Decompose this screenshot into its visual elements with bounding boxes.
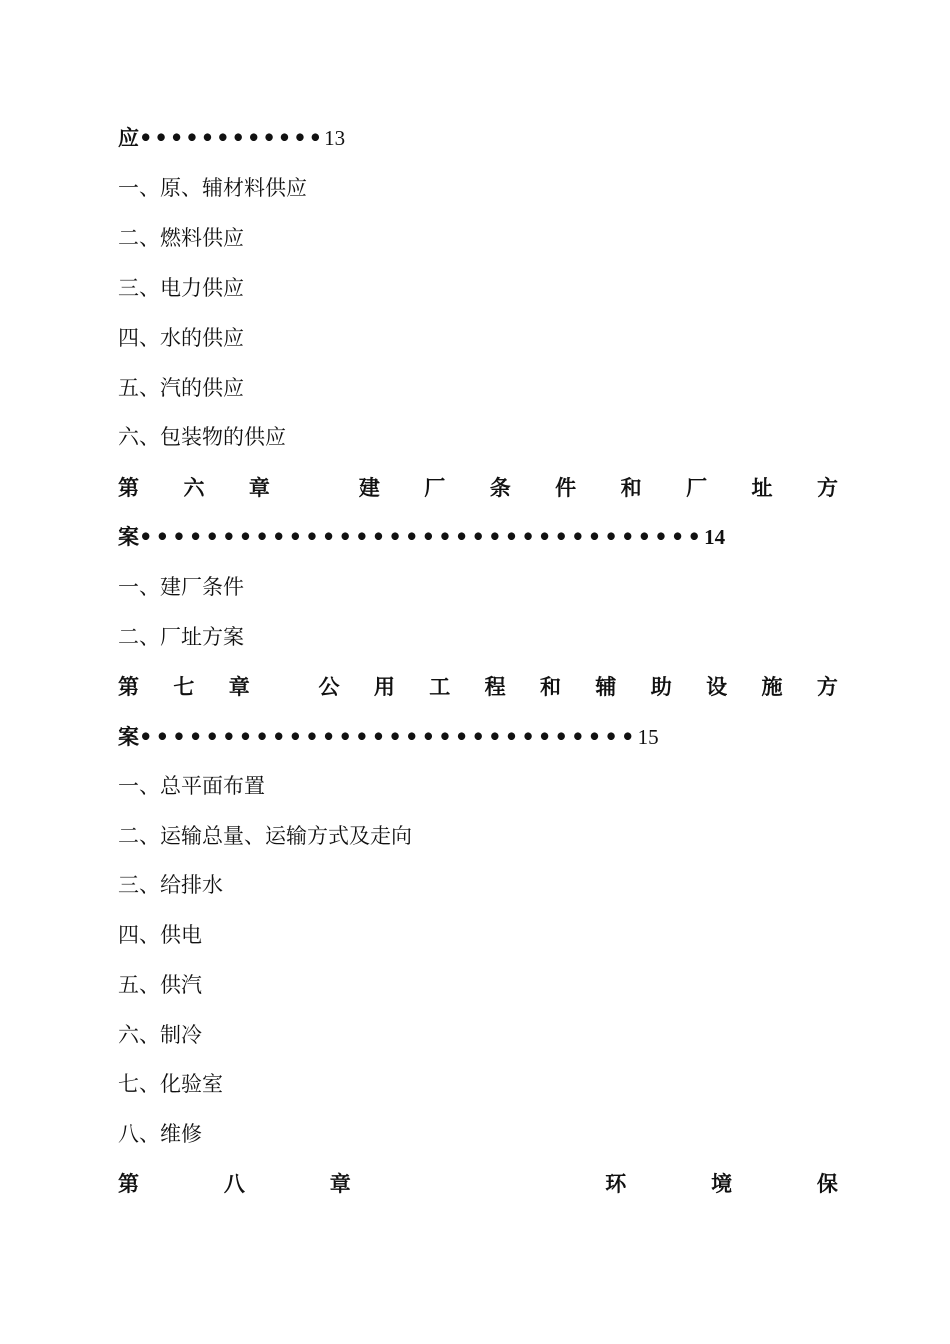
toc-item[interactable]: 一、总平面布置 xyxy=(118,774,265,798)
heading-char: 第 xyxy=(118,674,139,699)
toc-entry-ch6-tail[interactable] xyxy=(118,522,838,552)
heading-char: 厂 xyxy=(686,475,708,500)
heading-char: 辅 xyxy=(595,674,617,699)
heading-char: 条 xyxy=(489,475,511,500)
toc-item[interactable]: 一、建厂条件 xyxy=(118,575,244,599)
heading-char: 第 xyxy=(118,475,139,500)
toc-entry-ch5-tail[interactable] xyxy=(118,123,838,153)
toc-item[interactable]: 二、燃料供应 xyxy=(118,226,244,250)
toc-item[interactable]: 五、汽的供应 xyxy=(118,376,244,400)
heading-char: 境 xyxy=(711,1171,733,1196)
heading-char: 和 xyxy=(620,475,642,500)
heading-char: 助 xyxy=(650,674,672,699)
toc-chapter-heading-8[interactable] xyxy=(118,1169,838,1199)
toc-item[interactable]: 一、原、辅材料供应 xyxy=(118,176,307,200)
toc-item[interactable]: 四、水的供应 xyxy=(118,326,244,350)
toc-leader-dots: •••••••••••••••••••••••••••••••••• xyxy=(139,524,705,549)
heading-char: 和 xyxy=(540,674,561,699)
heading-char: 建 xyxy=(358,475,380,500)
toc-item[interactable]: 四、供电 xyxy=(118,923,202,947)
toc-item[interactable]: 八、维修 xyxy=(118,1122,202,1146)
heading-char: 用 xyxy=(373,674,395,699)
toc-item[interactable]: 二、运输总量、运输方式及走向 xyxy=(118,824,412,848)
toc-item[interactable]: 六、制冷 xyxy=(118,1023,202,1047)
toc-item[interactable]: 三、电力供应 xyxy=(118,276,244,300)
toc-item[interactable]: 二、厂址方案 xyxy=(118,625,244,649)
heading-char: 址 xyxy=(751,475,773,500)
toc-leader-dots: •••••••••••• xyxy=(139,125,325,150)
heading-char: 施 xyxy=(761,674,783,699)
heading-char: 保 xyxy=(816,1171,838,1196)
heading-char: 环 xyxy=(605,1171,627,1196)
toc-page-number: 13 xyxy=(324,126,346,150)
toc-title: 案 xyxy=(118,524,139,549)
toc-title: 案 xyxy=(118,724,139,749)
heading-char: 方 xyxy=(816,475,838,500)
heading-char: 章 xyxy=(248,475,270,500)
heading-char: 厂 xyxy=(424,475,446,500)
heading-char: 公 xyxy=(318,674,340,699)
heading-char: 设 xyxy=(706,674,728,699)
heading-char: 程 xyxy=(484,674,506,699)
heading-char: 件 xyxy=(555,475,577,500)
toc-page-number: 14 xyxy=(704,525,726,549)
toc-item[interactable]: 六、包装物的供应 xyxy=(118,425,286,449)
toc-item[interactable]: 七、化验室 xyxy=(118,1072,223,1096)
toc-title: 应 xyxy=(118,125,139,150)
toc-item[interactable]: 五、供汽 xyxy=(118,973,202,997)
toc-page-number: 15 xyxy=(637,725,659,749)
heading-char: 章 xyxy=(329,1171,351,1196)
heading-char: 工 xyxy=(429,674,451,699)
toc-entry-ch7-tail[interactable] xyxy=(118,722,838,752)
heading-char: 七 xyxy=(173,674,195,699)
toc-chapter-heading-7[interactable] xyxy=(118,672,838,702)
heading-char: 八 xyxy=(223,1171,245,1196)
heading-char: 六 xyxy=(183,475,205,500)
heading-char: 第 xyxy=(118,1171,139,1196)
toc-leader-dots: •••••••••••••••••••••••••••••• xyxy=(139,724,638,749)
toc-item[interactable]: 三、给排水 xyxy=(118,873,223,897)
toc-chapter-heading-6[interactable] xyxy=(118,473,838,503)
heading-char: 方 xyxy=(816,674,838,699)
heading-char: 章 xyxy=(228,674,250,699)
